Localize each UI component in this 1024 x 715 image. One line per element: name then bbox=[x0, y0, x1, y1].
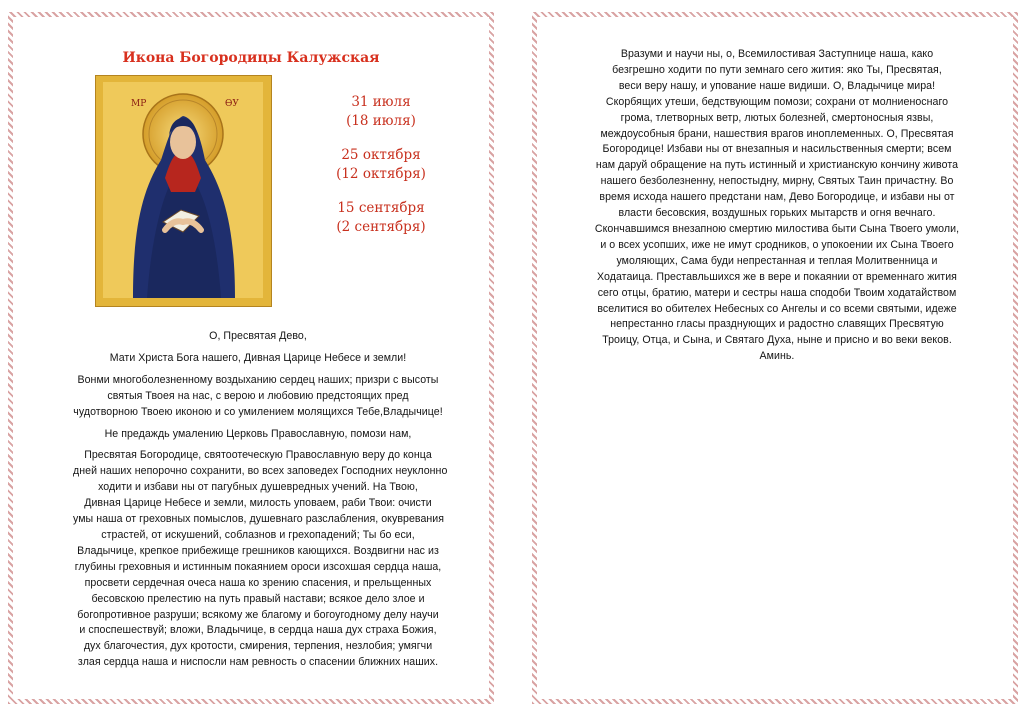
prayer-line: дней наших непорочно сохранити, во всех заповедех Господних неуклонно bbox=[73, 465, 448, 478]
prayer-line: умоляющих, Сама буди непрестанная и теплая Молитвенница и bbox=[616, 254, 938, 267]
prayer-line: ходити и избави ны от пагубных душевредных учений. На Твою, bbox=[98, 481, 418, 494]
left-page bbox=[8, 12, 494, 704]
prayer-line: и о всех усопших, иже не имут сродников, о упокоении их Сына Твоего bbox=[600, 238, 954, 251]
prayer-line: междоусобныя брани, нашествия врагов иноплеменных. О, Пресвятая bbox=[600, 127, 954, 140]
theotokos-icon bbox=[103, 82, 263, 298]
prayer-line: Аминь. bbox=[759, 350, 795, 363]
prayer-line: О, Пресвятая Дево, bbox=[209, 330, 307, 342]
feast-date-old-style: (12 октября) bbox=[336, 166, 426, 182]
prayer-line: и споспешествуй; вложи, Владычице, в сердца наша дух страха Божия, bbox=[79, 624, 437, 637]
prayer-line: вселитися во обителех Небесных со Ангелы и со всеми святыми, идеже bbox=[597, 302, 957, 315]
svg-text:ѲУ: ѲУ bbox=[225, 99, 239, 109]
prayer-line: Дивная Царице Небесе и земли, милость уповаем, раби Твои: очисти bbox=[84, 497, 432, 510]
prayer-paragraph bbox=[73, 427, 443, 443]
feast-date-new-style: 15 сентября bbox=[337, 200, 425, 216]
prayer-line: нам даруй обращение на путь истинный и христианскую кончину живота bbox=[595, 159, 959, 172]
prayer-line: Вонми многоболезненному воздыханию сердец наших; призри с высоты bbox=[77, 373, 439, 386]
prayer-line: Мати Христа Бога нашего, Дивная Царице Небесе и земли! bbox=[109, 351, 407, 364]
prayer-line: Богородице! Избави ны от внезапныя и насильственныя смерти; всем bbox=[602, 143, 952, 156]
prayer-line: богопротивное разруши; всякому же благому и богоугодному делу научи bbox=[77, 608, 439, 621]
prayer-line: Пресвятая Богородице, святоотеческую Православную веру до конца bbox=[84, 449, 432, 462]
prayer-line: просвети сердечная очеса наша ко зрению спасения, и прельщенных bbox=[84, 576, 432, 589]
prayer-line: злая сердца наша и ниспосли нам ревность о спасении ближних наших. bbox=[77, 656, 439, 669]
prayer-line: сего отцы, братию, матери и сестры наша сподоби Твоим ходатайством bbox=[597, 286, 957, 299]
prayer-line: бесовскою прелестию на путь правый настави; всякое дело злое и bbox=[91, 592, 425, 605]
prayer-line: чудотворною Твоею иконою и со умилением молящихся Тебе,Владычице! bbox=[73, 405, 443, 418]
prayer-line: глубины греховныя и истинным покаянием ороси изсохшая сердца наша, bbox=[74, 560, 442, 573]
icon-image bbox=[95, 75, 272, 307]
feast-date bbox=[321, 146, 441, 184]
prayer-line: Ходатаица. Преставльшихся же в вере и покаянии от временнаго жития bbox=[597, 270, 957, 283]
right-page bbox=[532, 12, 1018, 704]
prayer-paragraph bbox=[73, 448, 448, 671]
feast-date bbox=[321, 93, 441, 131]
prayer-paragraph bbox=[73, 351, 443, 367]
prayer-line: власти бесовския, воздушных горьких мытарств и огня вечнаго. bbox=[618, 207, 936, 220]
prayer-line: Скорбящих утеши, бедствующим помози; сохрани от молниеноснаго bbox=[605, 95, 949, 108]
prayer-line: время исхода нашего предстани нам, Дево Богородице, и избави ны от bbox=[599, 191, 955, 204]
prayer-text bbox=[73, 329, 448, 677]
prayer-line: веси веру нашу, и упование наше видиши. О, Владычице мира! bbox=[618, 79, 936, 92]
prayer-line: Скончавшимся внезапною смертию милостива быти Сына Твоего умоли, bbox=[594, 222, 960, 235]
prayer-line: Троицу, Отца, и Сына, и Святаго Духа, ныне и присно и во веки веков. bbox=[602, 334, 952, 347]
svg-text:МР: МР bbox=[131, 99, 147, 109]
prayer-paragraph bbox=[73, 329, 443, 345]
feast-date bbox=[321, 199, 441, 237]
prayer-paragraph bbox=[73, 373, 443, 421]
prayer-line: безгрешно ходити по пути земнаго сего жития: яко Ты, Пресвятая, bbox=[612, 63, 942, 76]
prayer-line: дух благочестия, дух кротости, смирения, терпения, незлобия; умягчи bbox=[83, 640, 433, 653]
prayer-line: святыя Твоея на нас, с верою и любовию предстоящих пред bbox=[107, 389, 409, 402]
prayer-line: умы наша от греховных помыслов, душевнаго разслабления, окувревания bbox=[73, 513, 445, 526]
page-title: Икона Богородицы Калужская bbox=[122, 50, 380, 66]
feast-date-new-style: 31 июля bbox=[351, 94, 411, 110]
prayer-line: Не предаждь умалению Церковь Православную, помози нам, bbox=[104, 427, 412, 440]
prayer-line: непрестанно гласы празднующих и радостно славящих Пресвятую bbox=[610, 318, 944, 331]
prayer-line: нашего безболезненну, непостыдну, мирну, Святых Таин причастну. Во bbox=[600, 175, 954, 188]
prayer-line: Владычице, крепкое прибежище грешников кающихся. Воздвигни нас из bbox=[77, 544, 439, 557]
feast-date-old-style: (2 сентября) bbox=[336, 219, 426, 235]
feast-dates bbox=[321, 93, 441, 252]
prayer-text-continued bbox=[577, 47, 977, 365]
feast-date-old-style: (18 июля) bbox=[346, 113, 416, 129]
feast-date-new-style: 25 октября bbox=[341, 147, 421, 163]
prayer-line: страстей, от искушений, соблазнов и грехопадений; Ты бо еси, bbox=[101, 528, 415, 541]
prayer-line: грома, тлетворных ветр, лютых болезней, смертоносныя язвы, bbox=[620, 111, 934, 124]
prayer-line: Вразуми и научи ны, о, Всемилостивая Заступнице наша, како bbox=[620, 48, 934, 60]
